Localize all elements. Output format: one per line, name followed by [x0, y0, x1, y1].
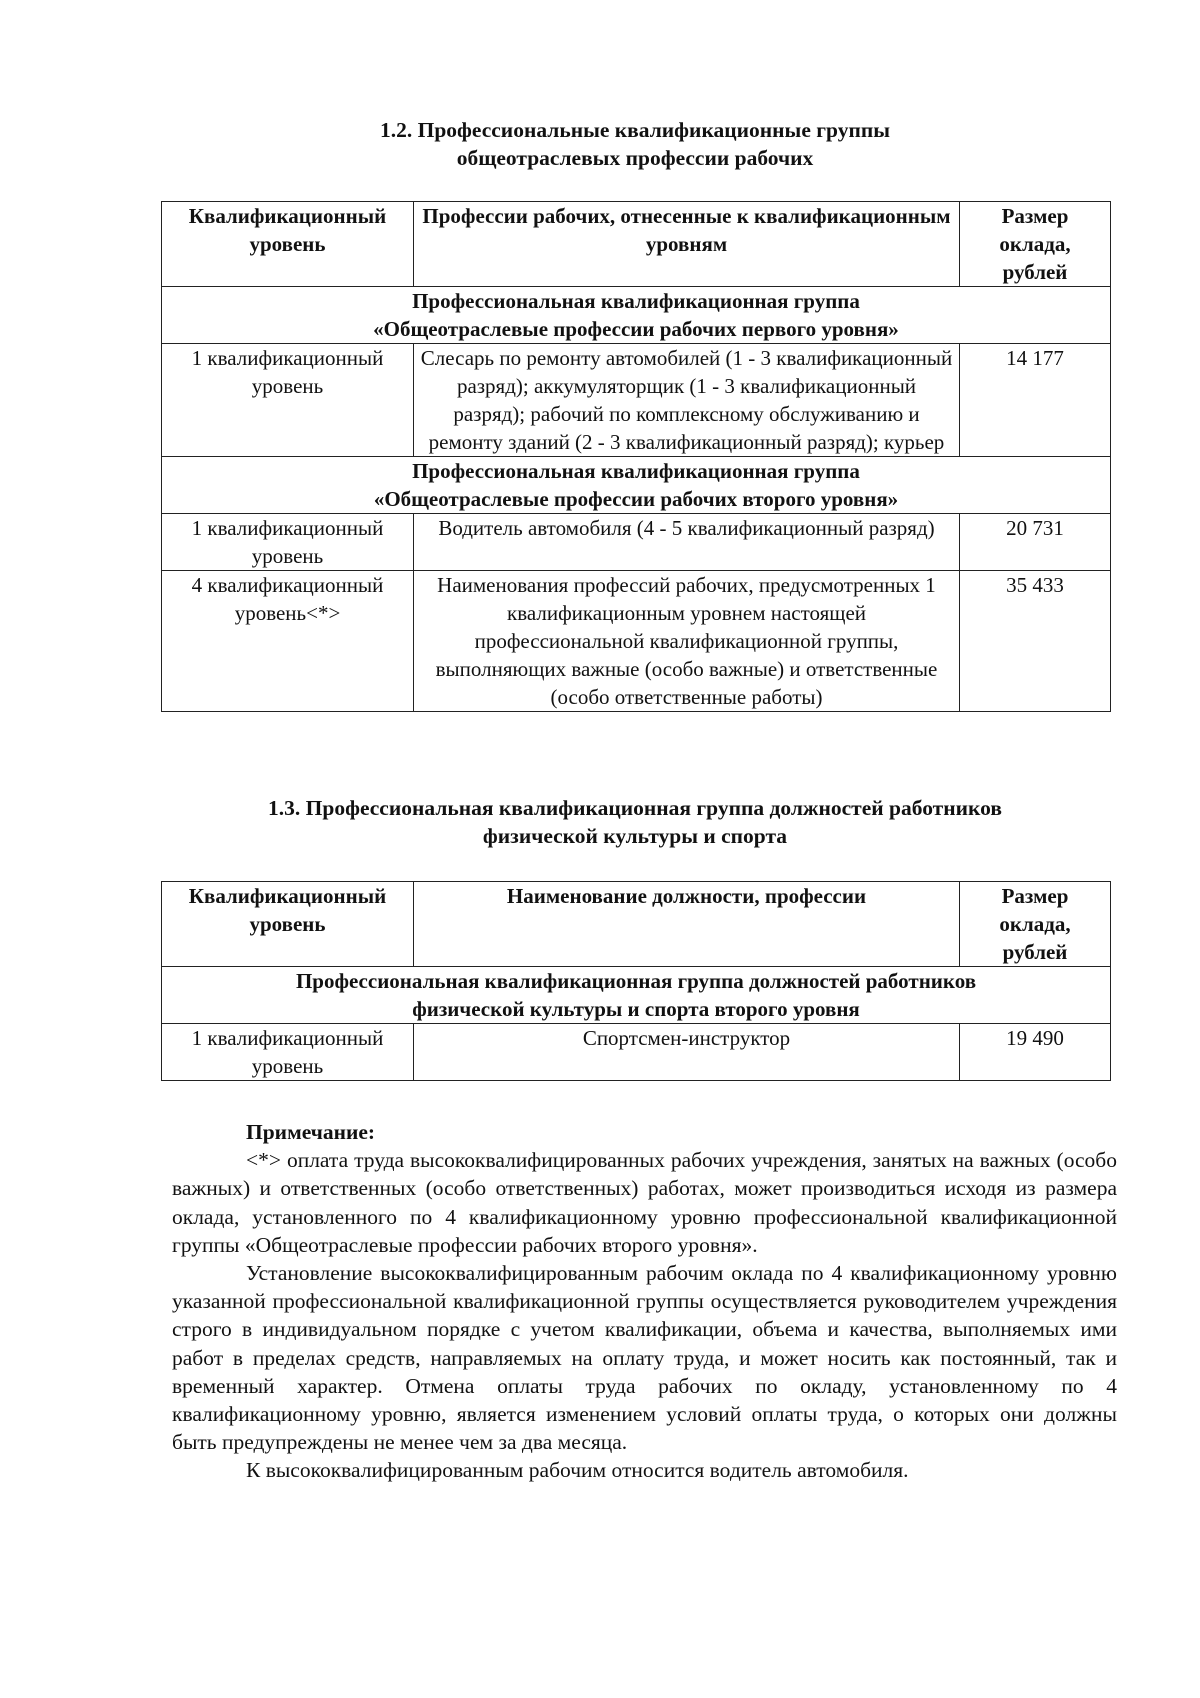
note-paragraph: К высококвалифицированным рабочим относится водитель автомобиля. — [246, 1458, 909, 1483]
group-title-line1: Профессиональная квалификационная группа — [412, 459, 860, 483]
group-title-line2: «Общеотраслевые профессии рабочих второго уровня» — [373, 487, 899, 511]
section-1-3-heading — [160, 794, 1110, 850]
group-title-line1: Профессиональная квалификационная группа — [412, 289, 860, 313]
profession-cell: Спортсмен-инструктор — [414, 1024, 960, 1081]
header-salary: Размер оклада, рублей — [960, 882, 1111, 967]
profession-cell: Водитель автомобиля (4 - 5 квалификационный разряд) — [414, 514, 960, 571]
note-paragraph: <*> оплата труда высококвалифицированных рабочих учреждения, занятых на важных (особо важных) и ответственных (особо ответственных) работах, может производиться исходя из размера оклада, установленного по 4 квалификационному уровню профессиональной квалификационной группы «Общеотраслевые профессии рабочих второго уровня». — [172, 1148, 1117, 1257]
table-row — [162, 571, 1111, 712]
table-row — [162, 514, 1111, 571]
section-1-3-title-line1: 1.3. Профессиональная квалификационная группа должностей работников — [268, 796, 1002, 820]
table-header-row — [162, 202, 1111, 287]
sport-salary-table — [161, 881, 1111, 1081]
note-paragraph: Установление высококвалифицированным рабочим оклада по 4 квалификационному уровню указанной профессиональной квалификационной группы осуществляется руководителем учреждения строго в индивидуальном порядке с учетом квалификации, объема и качества, выполняемых ими работ в пределах средств, направляемых на оплату труда, и может носить как постоянный, так и временный характер. Отмена оплаты труда рабочих по окладу, установленному по 4 квалификационному уровню, является изменением условий оплаты труда, о которых они должны быть предупреждены не менее чем за два месяца. — [172, 1261, 1117, 1455]
salary-cell: 20 731 — [960, 514, 1111, 571]
section-1-2-heading — [160, 116, 1110, 172]
group-row — [162, 287, 1111, 344]
section-1-3-title-line2: физической культуры и спорта — [482, 824, 788, 848]
note-title: Примечание: — [246, 1120, 376, 1144]
group-title-line1: Профессиональная квалификационная группа должностей работников — [295, 969, 977, 993]
group-title-line2: физической культуры и спорта второго уровня — [412, 997, 860, 1021]
group-row — [162, 967, 1111, 1024]
table-header-row — [162, 882, 1111, 967]
salary-cell: 35 433 — [960, 571, 1111, 712]
header-level: Квалификационный уровень — [162, 202, 414, 287]
salary-cell: 14 177 — [960, 344, 1111, 457]
header-profession: Профессии рабочих, отнесенные к квалификационным уровням — [414, 202, 960, 287]
note-section — [172, 1118, 1117, 1485]
group-title-line2: «Общеотраслевые профессии рабочих первого уровня» — [373, 317, 899, 341]
level-cell: 1 квалификационный уровень — [162, 1024, 414, 1081]
header-position: Наименование должности, профессии — [414, 882, 960, 967]
workers-salary-table — [161, 201, 1111, 712]
table-row — [162, 344, 1111, 457]
header-salary: Размер оклада, рублей — [960, 202, 1111, 287]
profession-cell: Наименования профессий рабочих, предусмотренных 1 квалификационным уровнем настоящей профессиональной квалификационной группы, выполняющих важные (особо важные) и ответственные (особо ответственные работы) — [414, 571, 960, 712]
group-title — [162, 457, 1111, 514]
header-level: Квалификационный уровень — [162, 882, 414, 967]
section-1-2-title-line1: 1.2. Профессиональные квалификационные группы — [379, 118, 891, 142]
table-row — [162, 1024, 1111, 1081]
section-1-2-title-line2: общеотраслевых профессии рабочих — [456, 146, 814, 170]
level-cell: 4 квалификационный уровень<*> — [162, 571, 414, 712]
group-title — [162, 287, 1111, 344]
group-title — [162, 967, 1111, 1024]
level-cell: 1 квалификационный уровень — [162, 514, 414, 571]
level-cell: 1 квалификационный уровень — [162, 344, 414, 457]
salary-cell: 19 490 — [960, 1024, 1111, 1081]
group-row — [162, 457, 1111, 514]
profession-cell: Слесарь по ремонту автомобилей (1 - 3 квалификационный разряд); аккумуляторщик (1 - 3 квалификационный разряд); рабочий по комплексному обслуживанию и ремонту зданий (2 - 3 квалификационный разряд); курьер — [414, 344, 960, 457]
